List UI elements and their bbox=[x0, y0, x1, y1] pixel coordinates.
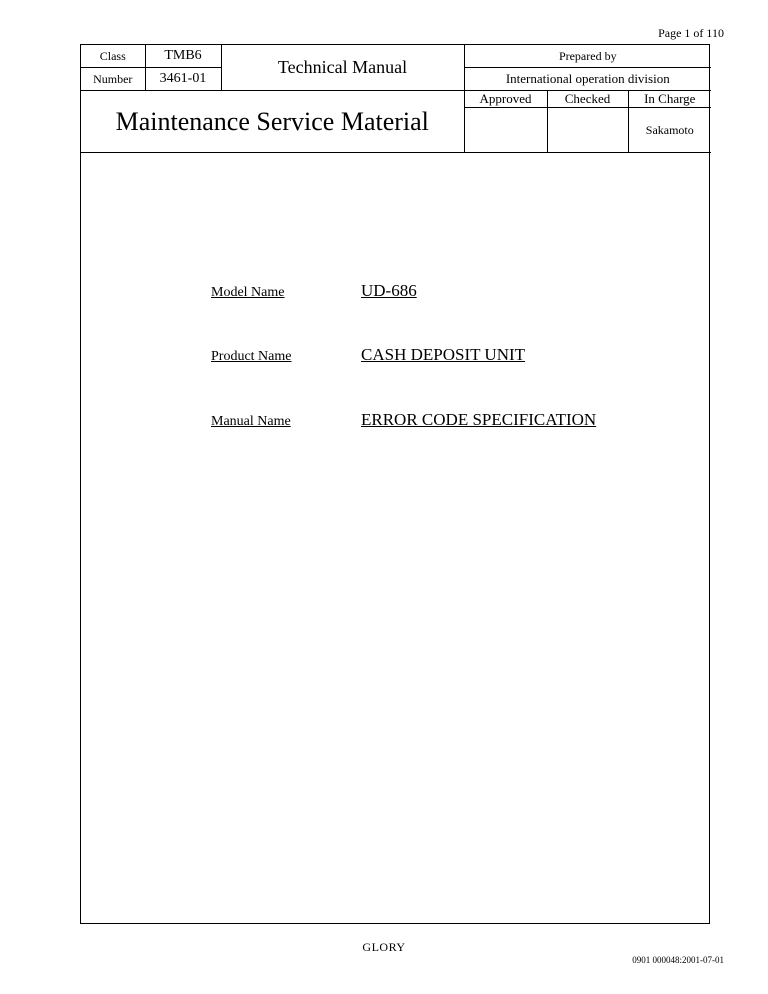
footer-company: GLORY bbox=[362, 940, 406, 954]
prepared-by-label: Prepared by bbox=[464, 45, 711, 68]
manual-name-row bbox=[211, 410, 596, 430]
class-label: Class bbox=[81, 45, 145, 68]
product-name-label: Product Name bbox=[211, 349, 292, 364]
prepared-by-value: International operation division bbox=[464, 68, 711, 91]
number-label: Number bbox=[81, 68, 145, 91]
footer-code: 0901 000048:2001-07-01 bbox=[632, 955, 724, 965]
in-charge-signature: Sakamoto bbox=[628, 108, 711, 153]
model-name-label: Model Name bbox=[211, 285, 285, 300]
document-frame bbox=[80, 44, 710, 924]
manual-name-label: Manual Name bbox=[211, 414, 291, 429]
in-charge-label: In Charge bbox=[628, 91, 711, 108]
model-name-row bbox=[211, 281, 417, 301]
checked-label: Checked bbox=[547, 91, 628, 108]
doc-title: Maintenance Service Material bbox=[81, 91, 464, 153]
manual-name-value: ERROR CODE SPECIFICATION bbox=[361, 410, 597, 429]
product-name-row bbox=[211, 345, 525, 365]
page-number: Page 1 of 110 bbox=[658, 26, 724, 40]
title-fields bbox=[81, 45, 709, 923]
number-value: 3461-01 bbox=[145, 68, 221, 91]
model-name-value: UD-686 bbox=[361, 281, 417, 300]
doc-type: Technical Manual bbox=[221, 45, 464, 91]
class-value: TMB6 bbox=[145, 45, 221, 68]
product-name-value: CASH DEPOSIT UNIT bbox=[361, 345, 526, 364]
approved-label: Approved bbox=[464, 91, 547, 108]
